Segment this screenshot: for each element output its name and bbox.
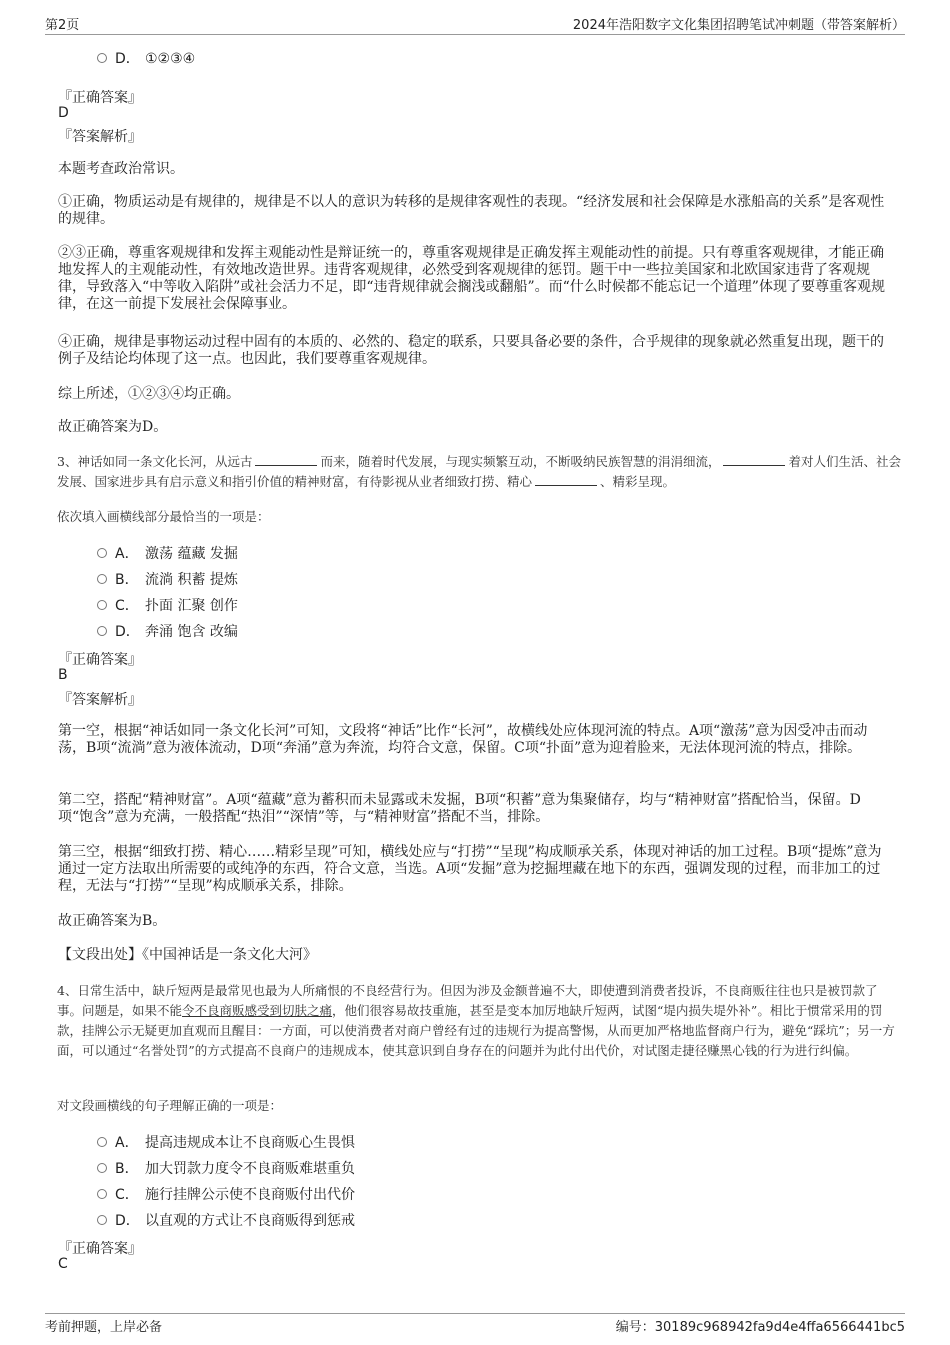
footer-slogan: 考前押题，上岸必备 [45,1320,163,1335]
page-footer [45,1313,905,1335]
q3-answer: B [58,667,68,683]
radio-icon[interactable] [97,53,107,63]
q3-option-d[interactable]: D． 奔涌 饱含 改编 [97,621,238,641]
blank-line [723,453,785,466]
radio-icon[interactable] [97,600,107,610]
q4-option-c[interactable]: C． 施行挂牌公示使不良商贩付出代价 [97,1184,355,1204]
radio-icon[interactable] [97,1215,107,1225]
q2-analysis-label: 『答案解析』 [58,129,142,145]
radio-icon[interactable] [97,548,107,558]
q3-stem: 3、神话如同一条文化长河，从远古 而来，随着时代发展，与现实频繁互动，不断吸纳民族智慧的涓涓细流， 着对人们生活、社会发展、国家进步具有启示意义和指引价值的精神财富，有待影视从业者细致打捞、精心 、精彩呈现。 [57,454,901,489]
q2-analysis-para: 本题考查政治常识。 [58,161,184,177]
q3-analysis-para: 第一空，根据“神话如同一条文化长河”可知，文段将“神话”比作“长河”，故横线处应体现河流的特点。A项“激荡”意为因受冲击而动荡，B项“流淌”意为液体流动，D项“奔涌”意为奔流，均符合文意，保留。C项“扑面”意为迎着脸来，无法体现河流的特点，排除。 [58,723,868,756]
q4-prompt: 对文段画横线的句子理解正确的一项是： [57,1098,283,1113]
page-number: 第2页 [45,18,80,33]
q2-analysis-para: 故正确答案为D。 [58,419,168,435]
q4-stem: 4、日常生活中，缺斤短两是最常见也最为人所痛恨的不良经营行为。但因为涉及金额普遍不大，即使遭到消费者投诉，不良商贩往往也只是被罚款了事。问题是，如果不能令不良商贩感受到切肤之痛，他们很容易故技重施，甚至是变本加厉地缺斤短两，试图“堤内损失堤外补”。相比于惯常采用的罚款，挂牌公示无疑更加直观而且醒目：一方面，可以使消费者对商户曾经有过的违规行为提高警惕，从而更加严格地监督商户行为，避免“踩坑”；另一方面，可以通过“名誉处罚”的方式提高不良商户的违规成本，使其意识到自身存在的问题并为此付出代价，对试图走捷径赚黑心钱的行为进行纠偏。 [57,983,895,1058]
q3-analysis-para: 故正确答案为B。 [58,913,167,929]
q3-option-a[interactable]: A． 激荡 蕴藏 发掘 [97,543,238,563]
q4-answer: C [58,1256,68,1272]
radio-icon[interactable] [97,1163,107,1173]
underlined-sentence: 令不良商贩感受到切肤之痛 [182,1003,333,1018]
q4-answer-label: 『正确答案』 [58,1241,142,1257]
q3-answer-label: 『正确答案』 [58,652,142,668]
radio-icon[interactable] [97,1137,107,1147]
radio-icon[interactable] [97,574,107,584]
q3-analysis-label: 『答案解析』 [58,692,142,708]
page-header [45,14,905,35]
q4-option-b[interactable]: B． 加大罚款力度令不良商贩难堪重负 [97,1158,355,1178]
q3-option-b[interactable]: B． 流淌 积蓄 提炼 [97,569,238,589]
q4-option-d[interactable]: D． 以直观的方式让不良商贩得到惩戒 [97,1210,355,1230]
radio-icon[interactable] [97,1189,107,1199]
q3-analysis-para: 第三空，根据“细致打捞、精心……精彩呈现”可知，横线处应与“打捞”“呈现”构成顺承关系，体现对神话的加工过程。B项“提炼”意为通过一定方法取出所需要的或纯净的东西，符合文意，当选。A项“发掘”意为挖掘埋藏在地下的东西，强调发现的过程，而非加工的过程，无法与“打捞”“呈现”构成顺承关系，排除。 [58,844,882,894]
q2-answer: D [58,105,69,121]
blank-line [255,453,317,466]
q3-source: 【文段出处】《中国神话是一条文化大河》 [58,947,317,963]
q2-analysis-para: ②③正确，尊重客观规律和发挥主观能动性是辩证统一的，尊重客观规律是正确发挥主观能动性的前提。只有尊重客观规律，才能正确地发挥人的主观能动性，有效地改造世界。违背客观规律，必然受到客观规律的惩罚。题干中一些拉美国家和北欧国家违背了客观规律，导致落入“中等收入陷阱”或社会活力不足，即“违背规律就会搁浅或翻船”。而“什么时候都不能忘记一个道理”体现了要尊重客观规律，在这一前提下发展社会保障事业。 [58,245,885,312]
q2-analysis-para: ①正确，物质运动是有规律的，规律是不以人的意识为转移的是规律客观性的表现。“经济发展和社会保障是水涨船高的关系”是客观性的规律。 [58,194,885,227]
document-code: 编号：30189c968942fa9d4e4ffa6566441bc5 [615,1320,905,1335]
q3-prompt: 依次填入画横线部分最恰当的一项是： [57,509,270,524]
q2-analysis-para: 综上所述，①②③④均正确。 [58,386,240,402]
document-title: 2024年浩阳数字文化集团招聘笔试冲刺题（带答案解析） [572,18,905,33]
q3-analysis-para: 第二空，搭配“精神财富”。A项“蕴藏”意为蓄积而未显露或未发掘，B项“积蓄”意为集聚储存，均与“精神财富”搭配恰当，保留。D项“饱含”意为充满，一般搭配“热泪”“深情”等，与“精神财富”搭配不当，排除。 [58,792,861,825]
radio-icon[interactable] [97,626,107,636]
q2-answer-label: 『正确答案』 [58,90,142,106]
q4-option-a[interactable]: A． 提高违规成本让不良商贩心生畏惧 [97,1132,355,1152]
blank-line [535,473,597,486]
q2-analysis-para: ④正确，规律是事物运动过程中固有的本质的、必然的、稳定的联系，只要具备必要的条件，合乎规律的现象就必然重复出现，题干的例子及结论均体现了这一点。也因此，我们要尊重客观规律。 [58,334,884,367]
q3-option-c[interactable]: C． 扑面 汇聚 创作 [97,595,238,615]
q2-option-d[interactable]: D． ①②③④ [97,48,195,68]
